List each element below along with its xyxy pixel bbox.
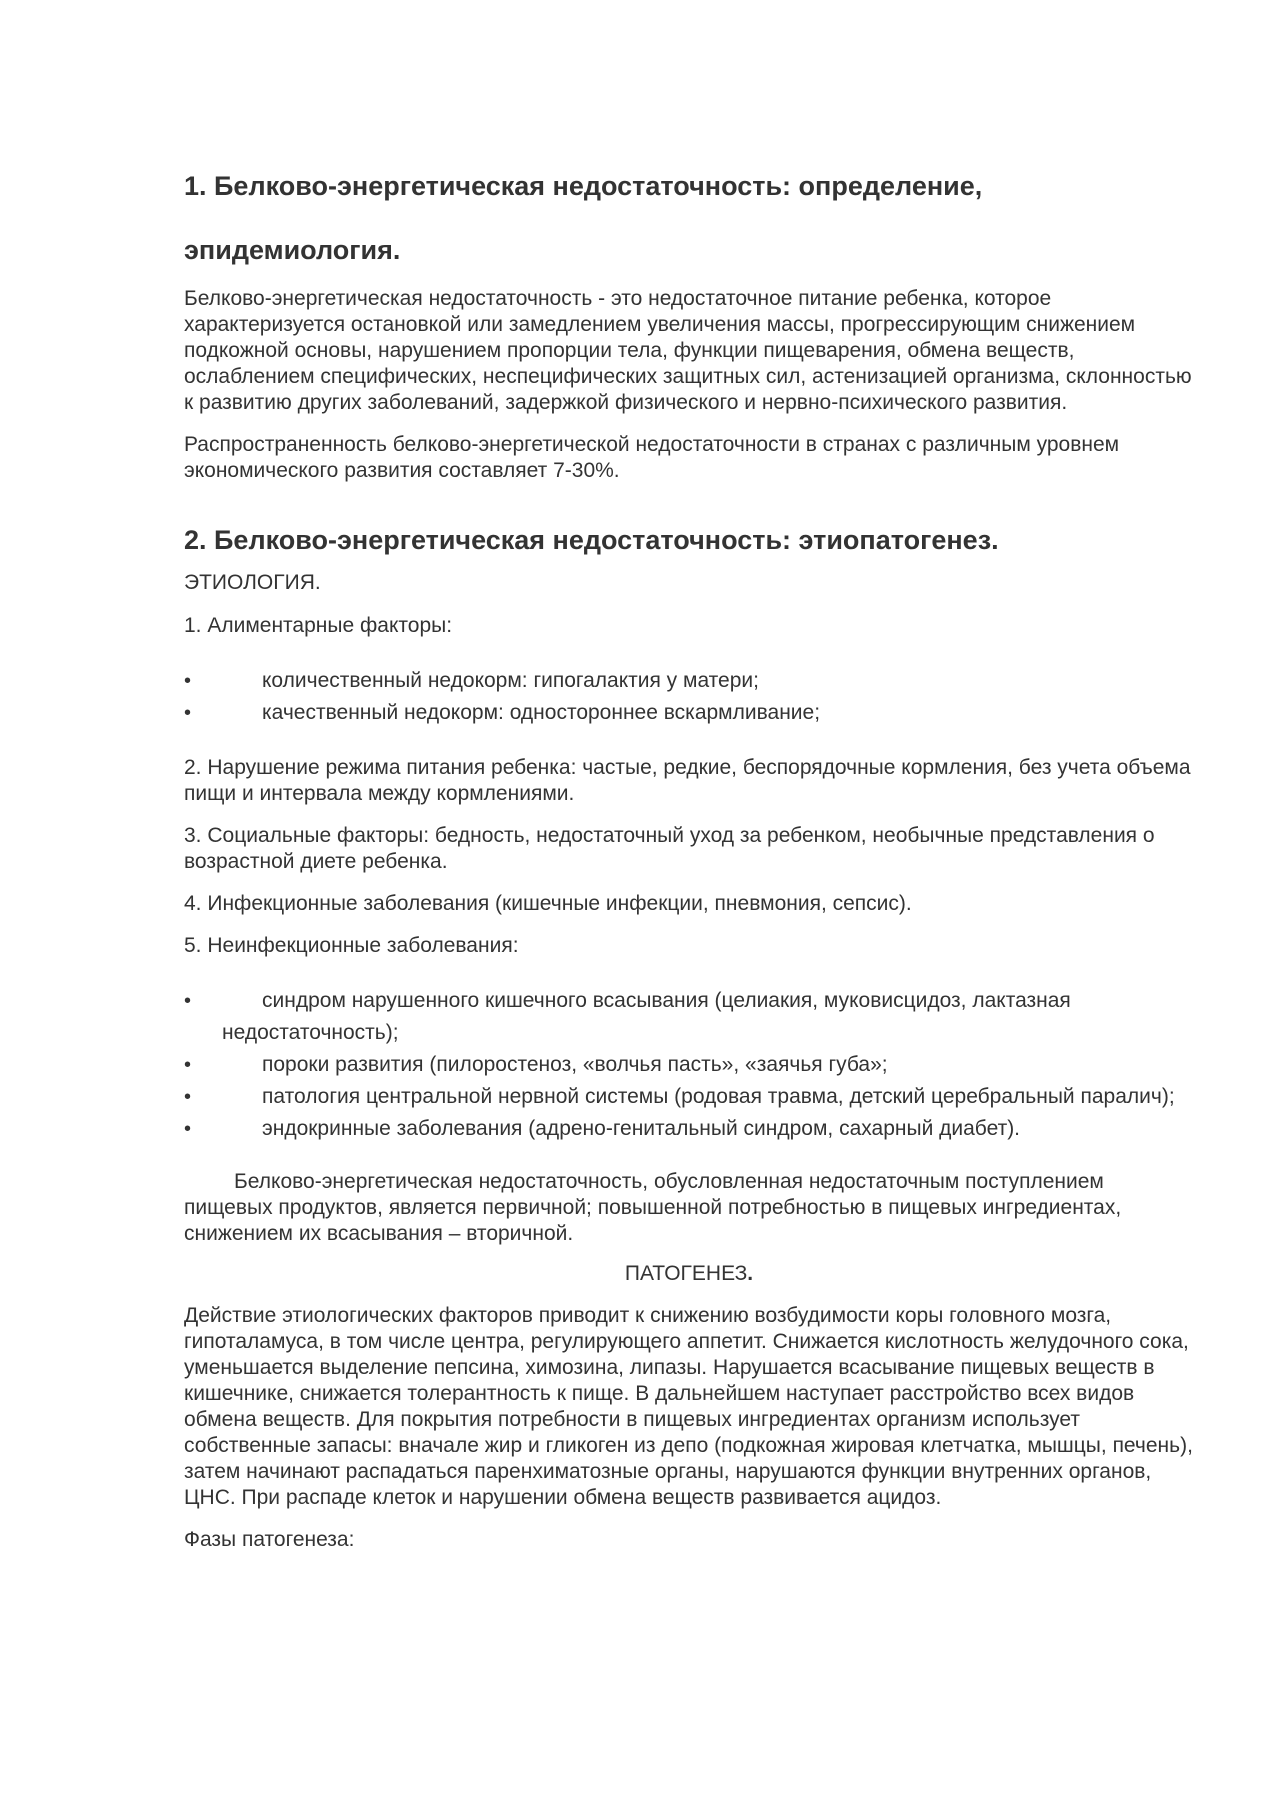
section1-heading-line1: 1. Белково-энергетическая недостаточность: определение,: [184, 171, 983, 201]
factor1-list: [184, 665, 1194, 729]
pathogenesis-title-text: ПАТОГЕНЕЗ: [624, 1262, 748, 1285]
prevalence-paragraph: Распространенность белково-энергетической недостаточности в странах с различным уровнем экономического развития составляет 7-30%.: [184, 433, 1120, 482]
factor2-text: 2. Нарушение режима питания ребенка: частые, редкие, беспорядочные кормления, без учета объема пищи и интервала между кормлениями.: [184, 756, 1191, 805]
factor4-text: 4. Инфекционные заболевания (кишечные инфекции, пневмония, сепсис).: [184, 892, 912, 915]
factor3-text: 3. Социальные факторы: бедность, недостаточный уход за ребенком, необычные представления о возрастной диете ребенка.: [184, 824, 1155, 873]
list-item: • количественный недокорм: гипогалактия у матери;: [184, 665, 1194, 697]
document-content: [184, 170, 1194, 1553]
pathogenesis-title-dot: .: [747, 1262, 754, 1285]
definition-paragraph: Белково-энергетическая недостаточность - это недостаточное питание ребенка, которое характеризуется остановкой или замедлением увеличения массы, прогрессирующим снижением подкожной основы, нарушением пропорции тела, функции пищеварения, обмена веществ, ослаблением специфических, неспецифических защитных сил, астенизацией организма, склонностью к развитию других заболеваний, задержкой физического и нервно-психического развития.: [184, 287, 1192, 414]
list-item: • качественный недокорм: одностороннее вскармливание;: [184, 697, 1194, 729]
list-item: • патология центральной нервной системы (родовая травма, детский церебральный паралич);: [184, 1081, 1194, 1113]
primary-secondary-paragraph: Белково-энергетическая недостаточность, обусловленная недостаточным поступлением пищевых продуктов, является первичной; повышенной потребностью в пищевых ингредиентах, снижением их всасывания – вторичной.: [184, 1170, 1122, 1245]
list-item: • эндокринные заболевания (адрено-генитальный синдром, сахарный диабет).: [184, 1113, 1194, 1145]
list-item: • синдром нарушенного кишечного всасывания (целиакия, муковисцидоз, лактазная недостаточность);: [184, 985, 1194, 1049]
phases-label: Фазы патогенеза:: [184, 1528, 355, 1551]
section1-heading: [184, 170, 1194, 266]
pathogenesis-title: [184, 1261, 1194, 1287]
list-item: • пороки развития (пилоростеноз, «волчья пасть», «заячья губа»;: [184, 1049, 1194, 1081]
factor5-list: [184, 985, 1194, 1145]
pathogenesis-paragraph: Действие этиологических факторов приводит к снижению возбудимости коры головного мозга, гипоталамуса, в том числе центра, регулирующего аппетит. Снижается кислотность желудочного сока, уменьшается выделение пепсина, химозина, липазы. Нарушается всасывание пищевых веществ в кишечнике, снижается толерантность к пище. В дальнейшем наступает расстройство всех видов обмена веществ. Для покрытия потребности в пищевых ингредиентах организм использует собственные запасы: вначале жир и гликоген из депо (подкожная жировая клетчатка, мышцы, печень), затем начинают распадаться паренхиматозные органы, нарушаются функции внутренних органов, ЦНС. При распаде клеток и нарушении обмена веществ развивается ацидоз.: [184, 1304, 1193, 1509]
factor1-text: 1. Алиментарные факторы:: [184, 614, 453, 637]
section1-heading-line2: эпидемиология.: [184, 235, 401, 265]
factor5-text: 5. Неинфекционные заболевания:: [184, 934, 519, 957]
section2-heading: 2. Белково-энергетическая недостаточность: этиопатогенез.: [184, 525, 999, 555]
etiology-title: ЭТИОЛОГИЯ.: [184, 571, 321, 594]
